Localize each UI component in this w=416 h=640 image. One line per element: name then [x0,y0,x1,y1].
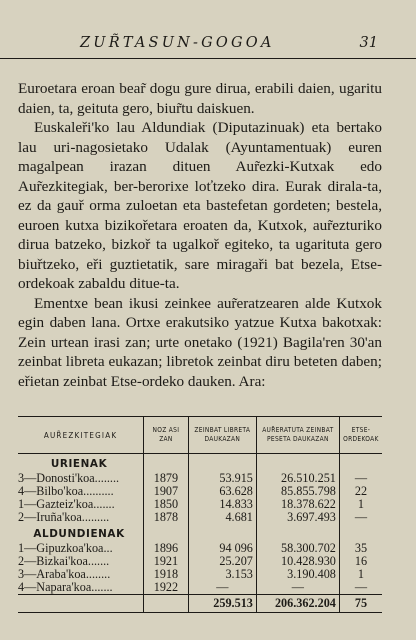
founded-year: 1918 [144,568,189,581]
paragraph: Euroetara eroan bear̃ dogu gure dirua, erabili daien, ugaritu daien, ta, geituta gero, biur̃tu daiskuen. [18,80,382,117]
branch-count: — [339,511,382,524]
peseta-amount: 3.697.493 [256,511,339,524]
passbook-count: — [188,581,256,595]
passbook-count: 25.207 [188,555,256,568]
branch-count: 1 [339,498,382,511]
founded-year: 1907 [144,485,189,498]
peseta-amount: 10.428.930 [256,555,339,568]
passbook-count: 53.915 [188,472,256,485]
peseta-amount: 26.510.251 [256,472,339,485]
header-rule [0,58,416,59]
branch-count: — [339,581,382,595]
paragraph: Euskaleři'ko lau Aldundiak (Diputazinuak) eta bertako lau uri-nagosietako Udalak (Ayuntamentuak) euren magalpean irazan dituen Aur̃ezki-Kutxak edo Aur̃ezkitegiak, ber-berorixe loťtzeko dira. Eurak dirala-ta, ez da gauř orma zuloetan eta bastefetan gordeten; bestela, euroen kutxa bizikořetara eroaten da, Kutxok, aur̃ezturiko dirua batzeko, bizkoř ta ugalkoř egiteko, ta ugarituta gero biuřtzeko, eři guztietatik, sare miragaři bat bezela, Etse-ordekoak zabaldu ditue-ta. [18,119,382,292]
page-header [18,0,382,52]
group-label: ALDUNDIENAK [33,527,125,540]
passbook-count: 94 096 [188,542,256,555]
table-row [18,511,382,524]
peseta-amount: 58.300.702 [256,542,339,555]
savings-banks-table [18,416,382,613]
branch-count: 35 [339,542,382,555]
table-row [18,581,382,595]
branch-count: 16 [339,555,382,568]
total-pesetas: 206.362.204 [256,595,339,613]
founded-year: 1878 [144,511,189,524]
totals-label-cell [18,595,144,613]
passbook-count: 3.153 [188,568,256,581]
bank-name: 1—Gipuzkoa'koa... [18,541,113,555]
branch-count: — [339,472,382,485]
founded-year: 1921 [144,555,189,568]
passbook-count: 4.681 [188,511,256,524]
passbook-count: 14.833 [188,498,256,511]
table-header-row [18,417,382,454]
bank-name: 1—Gazteiz'koa....... [18,497,115,511]
group-row [18,454,382,473]
col-header-pesetas: AUR̃ERATUTA ZEINBAT PESETA DAUKAZAN [256,417,339,454]
founded-year: 1922 [144,581,189,595]
bank-name: 3—Araba'koa........ [18,567,111,581]
bank-name: 2—Iruña'koa......... [18,510,110,524]
bank-name: 2—Bizkai'koa....... [18,554,110,568]
branch-count: 22 [339,485,382,498]
founded-year: 1879 [144,472,189,485]
body-text [18,79,382,391]
paragraph: Ementxe bean ikusi zeinkee aur̃eratzearen alde Kutxok egin daben lana. Ortxe erakutsiko yatzue Kutxa bakotxak: Zein urtean irasi zan; urte onetako (1921) Bagila'ren 30'an zeinbat libreta eukazan; libretok zeinbat diru beteten daben; eřietan zeinbat Etse-ordeko dauken. Ara: [18,294,382,390]
group-row [18,524,382,542]
col-header-founded: NOZ ASI ZAN [144,417,189,454]
peseta-amount: — [256,581,339,595]
totals-row [18,595,382,613]
total-passbooks: 259.513 [188,595,256,613]
founded-year: 1850 [144,498,189,511]
group-label: URIENAK [50,457,108,470]
col-header-banks: AUR̃EZKITEGIAK [18,417,144,454]
bank-name: 4—Napara'koa....... [18,580,113,594]
bank-name: 4—Bilbo'koa.......... [18,484,114,498]
peseta-amount: 18.378.622 [256,498,339,511]
col-header-branches: ETSE-ORDEKOAK [339,417,382,454]
page-number: 31 [359,35,378,51]
founded-year: 1896 [144,542,189,555]
peseta-amount: 3.190.408 [256,568,339,581]
bank-name: 3—Donosti'koa........ [18,471,120,485]
totals-year-cell [144,595,189,613]
passbook-count: 63.628 [188,485,256,498]
peseta-amount: 85.855.798 [256,485,339,498]
running-title: ZUR̃TASUN-GOGOA [80,35,275,51]
total-branches: 75 [339,595,382,613]
branch-count: 1 [339,568,382,581]
col-header-passbooks: ZEINBAT LIBRETA DAUKAZAN [188,417,256,454]
